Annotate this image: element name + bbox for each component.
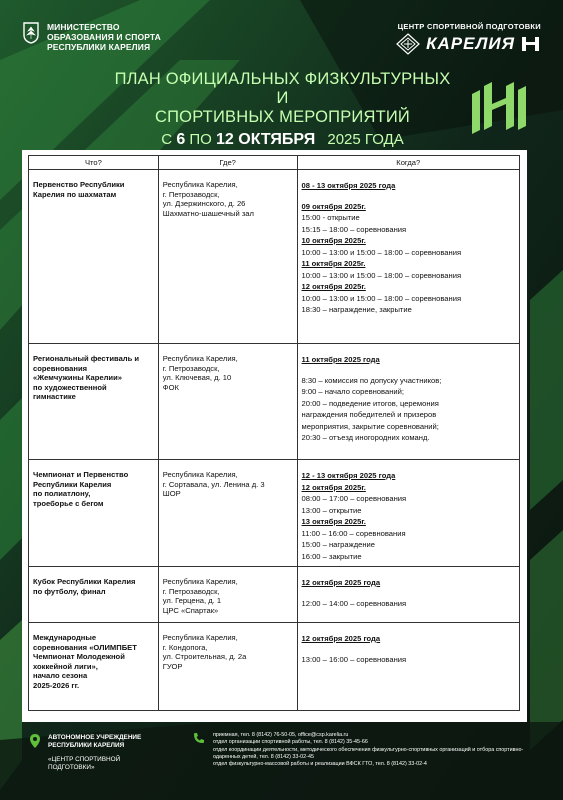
event-name-line: по футболу, финал [33, 586, 106, 596]
location-pin-icon [30, 734, 40, 748]
schedule-line: 20:00 – подведение итогов, церемония [301, 398, 439, 408]
schedule-line: 13:00 – 16:00 – соревнования [301, 654, 407, 664]
schedule-line: 10:00 – 13:00 и 15:00 – 18:00 – соревнования [301, 293, 462, 303]
events-document [22, 150, 527, 722]
location-line: Республика Карелия, [162, 577, 238, 586]
csp-subtitle: ЦЕНТР СПОРТИВНОЙ ПОДГОТОВКИ [397, 22, 541, 31]
table-row [29, 344, 520, 460]
ministry-logo-block [22, 22, 161, 52]
event-location [158, 460, 297, 567]
schedule-spacer [302, 589, 515, 598]
contact-reception: приемная, тел. 8 (8142) 76-50-05, office@csp.karelia.ru [213, 732, 349, 738]
title-line2: СПОРТИВНЫХ МЕРОПРИЯТИЙ [155, 108, 410, 126]
location-line: г. Сортавала, ул. Ленина д. 3 [162, 479, 265, 489]
location-line: Шахматно-шашечный зал [162, 208, 254, 218]
csp-logo-block [396, 22, 541, 55]
phone-icon [193, 732, 205, 744]
title-dates [110, 131, 455, 149]
event-name-line: 2025-2026 гг. [33, 680, 80, 690]
location-line: Республика Карелия, [162, 470, 238, 479]
event-name-line: Карелия по шахматам [33, 189, 117, 199]
location-line: ул. Ключевая, д. 10 [162, 373, 232, 382]
event-name-line: по художественной [33, 382, 107, 392]
event-schedule [297, 623, 519, 711]
location-line: ГУОР [162, 661, 183, 671]
event-name-line: соревнования [33, 363, 88, 373]
event-name-line: троеборье с бегом [33, 498, 104, 508]
contact-mass-dept: отдел физкультурно-массовой работы и реализации ВФСК ГТО, тел. 8 (8142) 33-02-4 [213, 761, 427, 768]
event-name-line: «Жемчужины Карелии» [33, 373, 122, 382]
schedule-line: 8:30 – комиссия по допуску участников; [301, 375, 442, 385]
location-line: г. Петрозаводск, [162, 189, 220, 199]
table-row [29, 567, 520, 623]
schedule-line: 20:30 – отъезд иногородних команд. [301, 433, 430, 442]
title-line1: ПЛАН ОФИЦИАЛЬНЫХ ФИЗКУЛЬТУРНЫХ И [114, 70, 451, 107]
schedule-date: 12 октября 2025г. [301, 282, 366, 291]
location-line: г. Кондопога, [162, 642, 208, 652]
csp-name: КАРЕЛИЯ [426, 34, 515, 53]
event-schedule [297, 170, 519, 344]
schedule-date: 11 октября 2025г. [301, 259, 366, 268]
event-schedule [297, 344, 519, 460]
schedule-date: 08 - 13 октября 2025 года [301, 181, 396, 190]
schedule-spacer [302, 645, 515, 654]
schedule-line: 08:00 – 17:00 – соревнования [301, 494, 407, 503]
event-name [29, 344, 159, 460]
schedule-line: 13:00 – открытие [301, 505, 362, 515]
event-name-line: начало сезона [33, 671, 88, 680]
location-line: Республика Карелия, [162, 633, 238, 642]
column-header-where: Где? [158, 156, 297, 170]
ministry-line2: ОБРАЗОВАНИЯ И СПОРТА [47, 32, 161, 42]
event-location [158, 344, 297, 460]
event-name-line: Региональный фестиваль и [33, 354, 140, 363]
table-header-row [29, 156, 520, 170]
event-name [29, 460, 159, 567]
csp-emblem-icon [396, 33, 420, 55]
ministry-line1: МИНИСТЕРСТВО [47, 22, 120, 32]
contact-coordination-dept: отдел координации деятельности, методического обеспечения физкультурно-спортивных организаций и отбора спортивно-одаренных детей, тел. 8 (8142) 33-02-45 [213, 746, 524, 760]
footer-org-line1: АВТОНОМНОЕ УЧРЕЖДЕНИЕ [48, 734, 142, 741]
location-line: ул. Дзержинского, д. 26 [162, 199, 246, 208]
karelia-emblem-icon [22, 22, 40, 44]
plan-title [110, 70, 455, 149]
footer-org-block [30, 734, 141, 772]
schedule-date: 12 октября 2025 года [301, 634, 381, 643]
schedule-line: мероприятия, закрытие соревнований; [301, 421, 439, 431]
date-to: 12 ОКТЯБРЯ [216, 131, 316, 148]
footer-org-line3: «ЦЕНТР СПОРТИВНОЙ [48, 756, 121, 763]
event-name-line: по полиатлону, [33, 489, 91, 498]
ministry-line3: РЕСПУБЛИКИ КАРЕЛИЯ [47, 42, 151, 52]
schedule-date: 13 октября 2025г. [301, 517, 366, 526]
event-name-line: гимнастике [33, 392, 76, 401]
event-name [29, 170, 159, 344]
date-from: 6 [176, 131, 186, 148]
schedule-line: награждения победителей и призеров [301, 410, 437, 419]
table-row [29, 170, 520, 344]
schedule-date: 12 октября 2025 года [301, 578, 381, 587]
schedule-line: 10:00 – 13:00 и 15:00 – 18:00 – соревнования [301, 270, 462, 280]
table-row [29, 460, 520, 567]
schedule-date: 11 октября 2025 года [301, 355, 380, 364]
csp-h-mark-icon [521, 36, 541, 52]
schedule-spacer [302, 192, 515, 201]
schedule-line: 18:30 – награждение, закрытие [301, 305, 412, 314]
event-location [158, 623, 297, 711]
schedule-date: 10 октября 2025г. [301, 236, 366, 245]
location-line: г. Петрозаводск, [162, 586, 220, 596]
footer [0, 722, 563, 800]
table-row [29, 623, 520, 711]
hh-brand-icon [468, 80, 530, 134]
event-schedule [297, 460, 519, 567]
location-line: ЦРС «Спартак» [162, 605, 219, 615]
location-line: Республика Карелия, [162, 354, 238, 363]
event-name-line: Чемпионат и Первенство [33, 470, 129, 479]
schedule-line: 15:15 – 18:00 – соревнования [301, 224, 407, 234]
date-to-prefix: ПО [189, 131, 212, 148]
event-name-line: Международные [33, 633, 97, 642]
schedule-date: 12 - 13 октября 2025 года [301, 471, 396, 480]
location-line: ул. Строительная, д. 2а [162, 652, 247, 661]
event-name [29, 623, 159, 711]
footer-org-line2: РЕСПУБЛИКИ КАРЕЛИЯ [48, 742, 125, 749]
event-name-line: соревнования «ОЛИМПБЕТ [33, 642, 137, 652]
schedule-line: 12:00 – 14:00 – соревнования [301, 598, 407, 608]
event-location [158, 170, 297, 344]
footer-contacts [193, 732, 548, 768]
schedule-date: 09 октября 2025г. [301, 201, 366, 211]
event-name-line: хоккейной лиги», [33, 661, 98, 671]
location-line: ул. Герцена, д. 1 [162, 596, 222, 605]
event-schedule [297, 567, 519, 623]
schedule-line: 10:00 – 13:00 и 15:00 – 18:00 – соревнования [301, 247, 462, 257]
schedule-line: 15:00 - открытие [301, 213, 360, 222]
location-line: ШОР [162, 489, 181, 498]
schedule-line: 16:00 – закрытие [301, 551, 362, 561]
event-location [158, 567, 297, 623]
events-table [28, 155, 520, 711]
location-line: Республика Карелия, [162, 180, 238, 189]
schedule-date: 12 октября 2025г. [301, 482, 366, 492]
event-name [29, 567, 159, 623]
header [0, 0, 563, 150]
column-header-when: Когда? [297, 156, 519, 170]
event-name-line: Первенство Республики [33, 180, 125, 189]
event-name-line: Чемпионат Молодежной [33, 652, 125, 661]
date-from-prefix: С [161, 131, 173, 148]
event-name-line: Республики Карелия [33, 479, 112, 489]
schedule-line: 15:00 – награждение [301, 540, 376, 549]
schedule-spacer [302, 366, 515, 375]
column-header-what: Что? [29, 156, 159, 170]
schedule-line: 11:00 – 16:00 – соревнования [301, 528, 406, 538]
location-line: г. Петрозаводск, [162, 363, 220, 373]
event-name-line: Кубок Республики Карелия [33, 577, 136, 586]
contact-sport-dept: отдел организации спортивной работы, тел. 8 (8142) 35-45-66 [213, 739, 368, 746]
location-line: ФОК [162, 382, 179, 392]
footer-org-line4: ПОДГОТОВКИ» [48, 764, 95, 771]
year: 2025 ГОДА [327, 131, 404, 148]
schedule-line: 9:00 – начало соревнований; [301, 387, 404, 396]
